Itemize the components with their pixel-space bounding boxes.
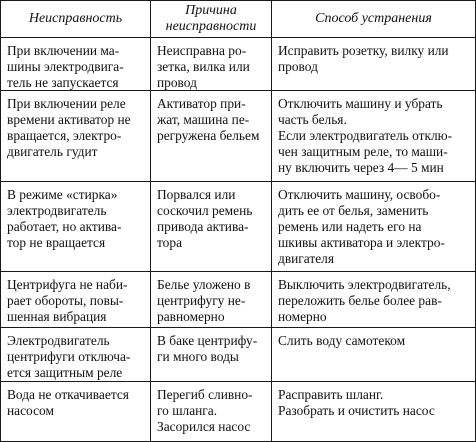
table-row-4-cause: Белье уложено в центрифугу не- равномерно — [157, 277, 251, 324]
header-cause: Причина неисправности — [165, 3, 257, 34]
table-row-2-cause: Активатор при- жат, машина пе- регружена бельем — [157, 96, 260, 143]
table-row-5-cause: В баке центрифу- ги много воды — [157, 333, 258, 364]
table-row-2-remedy: Отключить машину и убрать часть белья. Если электродвигатель отклю- чен защитным реле, то маши- ну включить через 4— 5 мин — [278, 96, 453, 175]
row-divider — [1, 181, 475, 182]
row-divider — [1, 327, 475, 328]
table-row-4-remedy: Выключить электродвигатель, переложить белье более рав- номерно — [278, 277, 451, 324]
header-fault: Неисправность — [28, 11, 123, 26]
table-row-1-remedy: Исправить розетку, вилку или провод — [278, 43, 449, 74]
header-remedy: Способ устранения — [315, 11, 432, 26]
table-row-6-fault: Вода не откачивается насосом — [7, 387, 129, 418]
table-row-1-fault: При включении ма- шины электродвига- тель не запускается — [7, 43, 124, 90]
table-row-6-remedy: Расправить шланг. Разобрать и очистить насос — [278, 387, 435, 418]
table-row-2-fault: При включении реле времени активатор не вращается, электро- двигатель гудит — [7, 96, 131, 159]
table-row-6-cause: Перегиб сливно- го шланга. Засорился насос — [157, 387, 253, 434]
column-divider — [271, 1, 272, 441]
table-row-3-cause: Порвался или соскочил ремень привода актива- тора — [157, 187, 253, 250]
table-row-5-remedy: Слить воду самотеком — [278, 333, 406, 348]
table-row-4-fault: Центрифуга не наби- рает обороты, повы- шенная вибрация — [7, 277, 128, 324]
header-divider — [1, 37, 475, 38]
table-row-3-fault: В режиме «стирка» электродвигатель работает, но актива- тор не вращается — [7, 187, 122, 250]
table-row-3-remedy: Отключить машину, освобо- дить ее от белья, заменить ремень или надеть его на шкивы активатора и электро- двигателя — [278, 187, 445, 266]
table-row-5-fault: Электродвигатель центрифуги отключа- ется защитным реле — [7, 333, 131, 380]
column-divider — [150, 1, 151, 441]
row-divider — [1, 271, 475, 272]
row-divider — [1, 381, 475, 382]
table-row-1-cause: Неисправна ро- зетка, вилка или провод — [157, 43, 250, 90]
